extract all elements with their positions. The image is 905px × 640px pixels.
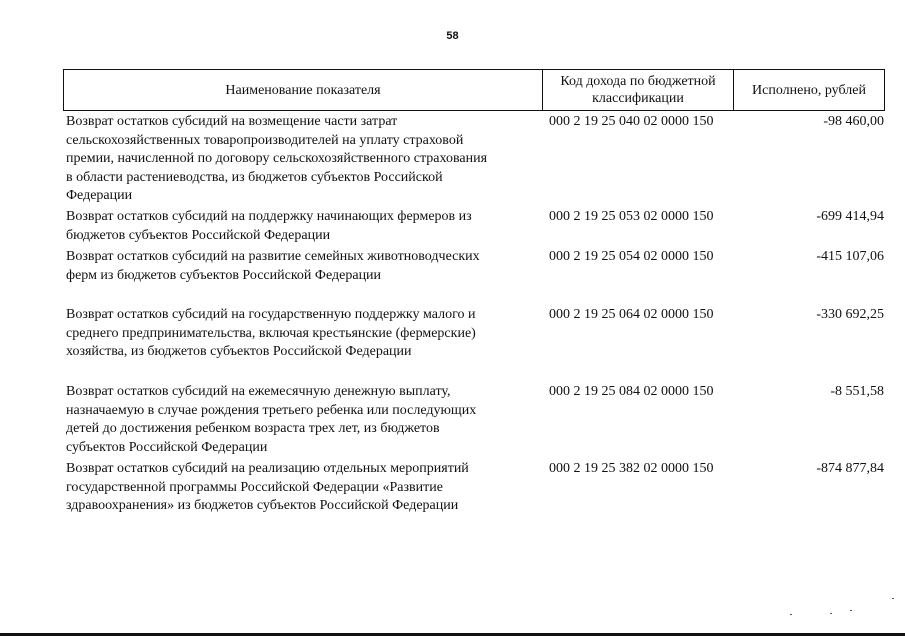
- scan-speck: [892, 598, 894, 599]
- row-code: 000 2 19 25 382 02 0000 150: [549, 461, 714, 476]
- row-name: [66, 113, 536, 206]
- row-name: [66, 248, 536, 285]
- row-code: 000 2 19 25 054 02 0000 150: [549, 249, 714, 264]
- row-code: 000 2 19 25 084 02 0000 150: [549, 384, 714, 399]
- bottom-border-line: [0, 633, 905, 636]
- header-name: Наименование показателя: [64, 70, 543, 110]
- row-amount: -415 107,06: [816, 249, 884, 264]
- row-code: 000 2 19 25 040 02 0000 150: [549, 114, 714, 129]
- row-name-line: бюджетов субъектов Российской Федерации: [66, 227, 331, 243]
- header-code-line1: Код дохода по бюджетной: [560, 74, 716, 89]
- row-amount: -8 551,58: [830, 384, 884, 399]
- row-name-line: субъектов Российской Федерации: [66, 439, 268, 455]
- row-name: [66, 208, 536, 245]
- row-name-line: Возврат остатков субсидий на ежемесячную денежную выплату,: [66, 384, 451, 399]
- row-name-line: премии, начисленной по договору сельскохозяйственного страхования: [66, 151, 488, 166]
- row-name-line: Федерации: [66, 188, 133, 203]
- scan-speck: [790, 614, 792, 615]
- scan-speck: [830, 613, 832, 614]
- row-name-line: Возврат остатков субсидий на поддержку начинающих фермеров из: [66, 209, 472, 224]
- header-code: [543, 70, 734, 110]
- row-name: [66, 306, 536, 362]
- row-amount: -98 460,00: [823, 114, 884, 129]
- header-code-line2: классификации: [592, 91, 684, 106]
- row-name-line: ферм из бюджетов субъектов Российской Федерации: [66, 267, 382, 283]
- row-amount: -699 414,94: [816, 209, 884, 224]
- row-name-line: хозяйства, из бюджетов субъектов Российской Федерации: [66, 344, 412, 359]
- row-amount: -330 692,25: [816, 307, 884, 322]
- row-name-line: назначаемую в случае рождения третьего ребенка или последующих: [66, 402, 477, 418]
- row-name: [66, 460, 536, 516]
- table-header: [63, 69, 885, 111]
- row-code: 000 2 19 25 064 02 0000 150: [549, 307, 714, 322]
- row-name-line: Возврат остатков субсидий на возмещение части затрат: [66, 114, 398, 129]
- row-name-line: здравоохранения» из бюджетов субъектов Российской Федерации: [66, 498, 459, 513]
- row-name-line: среднего предпринимательства, включая крестьянские (фермерские): [66, 325, 476, 341]
- header-amount: Исполнено, рублей: [752, 82, 866, 98]
- row-name-line: в области растениеводства, из бюджетов субъектов Российской: [66, 169, 443, 185]
- row-code: 000 2 19 25 053 02 0000 150: [549, 209, 714, 224]
- page-number: 58: [446, 30, 459, 42]
- scan-speck: [850, 610, 852, 611]
- row-name-line: Возврат остатков субсидий на реализацию отдельных мероприятий: [66, 461, 469, 476]
- row-name-line: государственной программы Российской Федерации «Развитие: [66, 479, 443, 495]
- row-name: [66, 383, 536, 457]
- row-name-line: Возврат остатков субсидий на государственную поддержку малого и: [66, 307, 476, 322]
- row-name-line: детей до достижения ребенком возраста трех лет, из бюджетов: [66, 421, 440, 436]
- row-amount: -874 877,84: [816, 461, 884, 476]
- row-name-line: сельскохозяйственных товаропроизводителей на уплату страховой: [66, 132, 464, 148]
- row-name-line: Возврат остатков субсидий на развитие семейных животноводческих: [66, 249, 480, 264]
